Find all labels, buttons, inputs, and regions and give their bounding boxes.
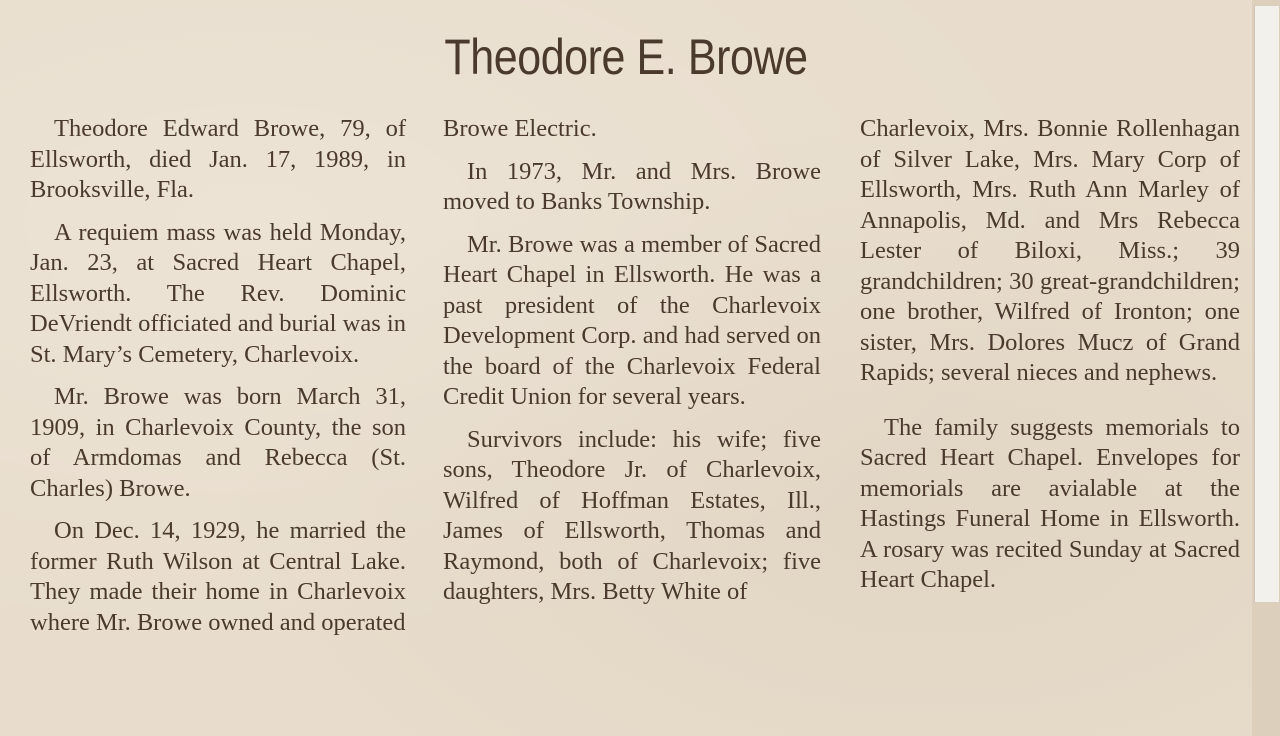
text-column-2 xyxy=(443,114,821,620)
paragraph: Survivors include: his wife; five sons, Theodore Jr. of Charlevoix, Wilfred of Hoffman Estates, Ill., James of Ellsworth, Thomas and Raymond, both of Charlevoix; five daughters, Mrs. Betty White of xyxy=(443,425,821,605)
paper-strip xyxy=(1254,6,1279,602)
paragraph: The family suggests memorials to Sacred Heart Chapel. Envelopes for memorials are avialable at the Hastings Funeral Home in Ellsworth. A rosary was recited Sunday at Sacred Heart Chapel. xyxy=(860,413,1240,593)
paragraph: Theodore Edward Browe, 79, of Ellsworth, died Jan. 17, 1989, in Brooksville, Fla. xyxy=(30,115,406,203)
obituary-headline: Theodore E. Browe xyxy=(444,29,808,85)
text-column-1 xyxy=(30,114,406,650)
scan-edge xyxy=(1252,0,1280,736)
text-column-3 xyxy=(860,114,1240,608)
paragraph: On Dec. 14, 1929, he married the former Ruth Wilson at Central Lake. They made their home in Charlevoix where Mr. Browe owned and operated xyxy=(30,517,406,636)
paragraph: In 1973, Mr. and Mrs. Browe moved to Banks Township. xyxy=(443,157,821,215)
paragraph: Mr. Browe was a member of Sacred Heart Chapel in Ellsworth. He was a past president of the Charlevoix Development Corp. and had served on the board of the Charlevoix Federal Credit Union for several years. xyxy=(443,230,821,410)
paragraph: A requiem mass was held Monday, Jan. 23, at Sacred Heart Chapel, Ellsworth. The Rev. Dominic DeVriendt officiated and burial was in St. Mary’s Cemetery, Charlevoix. xyxy=(30,218,406,368)
paragraph: Charlevoix, Mrs. Bonnie Rollenhagan of Silver Lake, Mrs. Mary Corp of Ellsworth, Mrs. Ruth Ann Marley of Annapolis, Md. and Mrs Rebecca Lester of Biloxi, Miss.; 39 grandchildren; 30 great-grandchildren; one brother, Wilfred of Ironton; one sister, Mrs. Dolores Mucz of Grand Rapids; several nieces and nephews. xyxy=(860,115,1240,386)
paragraph: Mr. Browe was born March 31, 1909, in Charlevoix County, the son of Armdomas and Rebecca (St. Charles) Browe. xyxy=(30,383,406,502)
paragraph: Browe Electric. xyxy=(443,115,597,142)
